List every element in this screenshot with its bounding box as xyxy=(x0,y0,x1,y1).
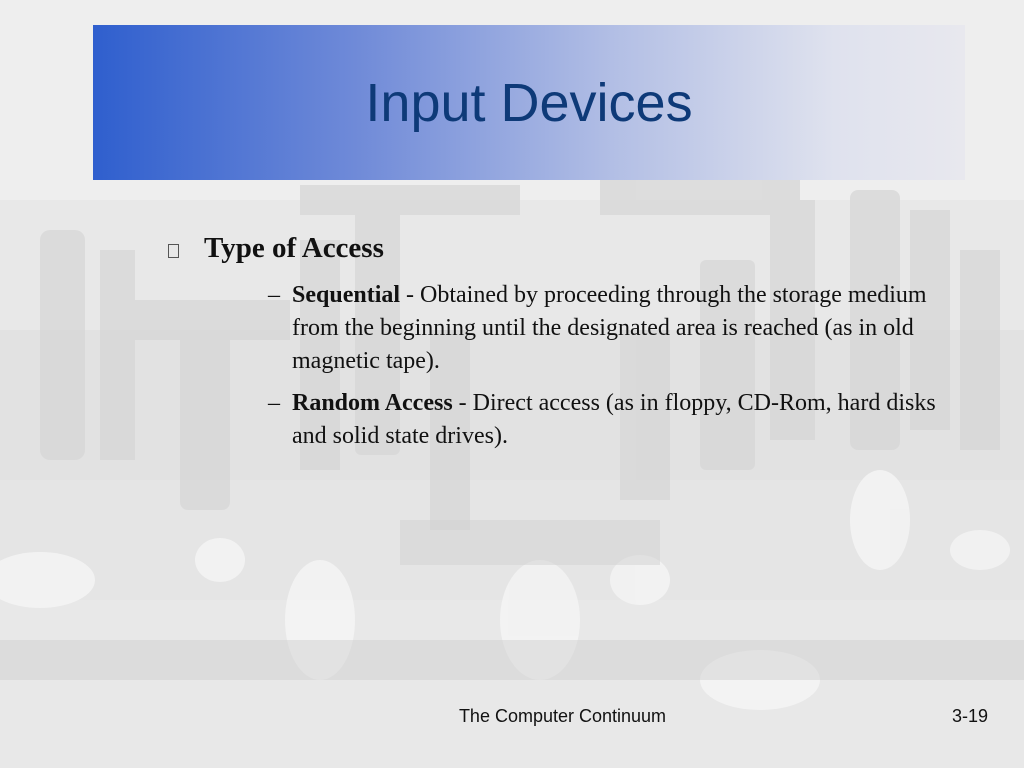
dash-marker: – xyxy=(268,390,280,416)
footer-title: The Computer Continuum xyxy=(458,706,667,726)
sub-item-random-access xyxy=(268,387,948,453)
description: - Obtained by proceeding through the storage medium from the beginning until the designated area is reached (as in old magnetic tape). xyxy=(292,282,927,374)
description: - Direct access (as in floppy, CD-Rom, hard disks and solid state drives). xyxy=(292,390,936,449)
sub-item-sequential xyxy=(268,279,948,378)
page-number: 3-19 xyxy=(951,706,988,726)
sub-item-body xyxy=(292,279,948,378)
bullet-text: Type of Access xyxy=(204,232,384,264)
term: Sequential xyxy=(292,282,401,308)
square-bullet-icon xyxy=(168,243,204,262)
dash-marker: – xyxy=(268,282,280,308)
bullet-item xyxy=(168,232,384,265)
term: Random Access xyxy=(292,390,453,416)
slide-title: Input Devices xyxy=(365,72,693,133)
sub-item-body xyxy=(292,387,948,453)
